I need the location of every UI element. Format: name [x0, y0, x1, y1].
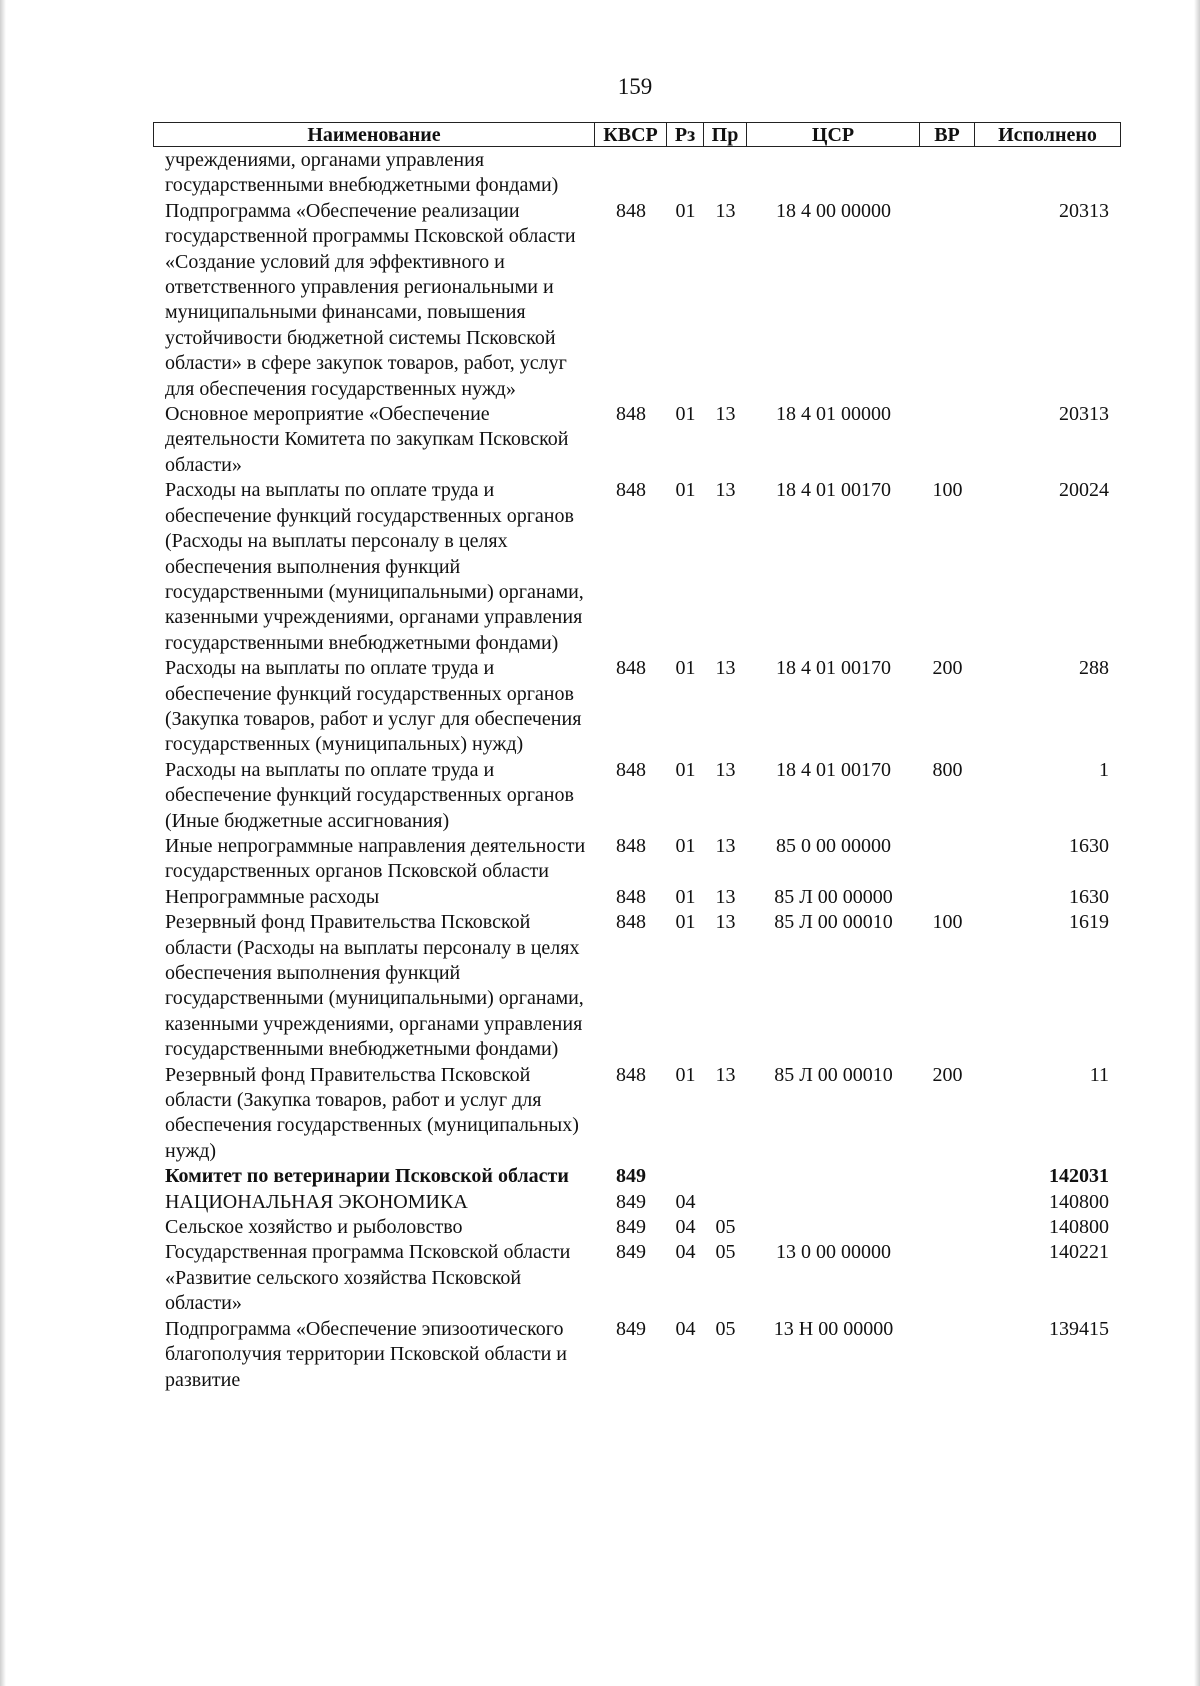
row-pr: 13 — [715, 885, 736, 908]
row-pr: 13 — [715, 479, 736, 502]
row-vr: 200 — [932, 657, 963, 680]
row-kvsr: 848 — [616, 479, 646, 502]
row-executed: 140800 — [1049, 1216, 1109, 1239]
row-executed: 20313 — [1059, 199, 1109, 222]
row-csr: 85 Л 00 00000 — [774, 885, 893, 908]
table-row — [153, 1240, 1121, 1316]
row-csr: 18 4 01 00170 — [776, 657, 891, 680]
row-rz: 01 — [675, 657, 696, 680]
row-name: Подпрограмма «Обеспечение реализации государственной программы Псковской области «Создание условий для эффективного и ответственного управления региональными и муниципальными финансами, повышения устойчивости бюджетной системы Псковской области» в сфере закупок товаров, работ, услуг для обеспечения государственных нужд» — [165, 199, 576, 400]
row-name: Расходы на выплаты по оплате труда и обеспечение функций государственных органов (Иные бюджетные ассигнования) — [165, 758, 574, 832]
row-executed: 20024 — [1059, 479, 1109, 502]
row-pr: 13 — [715, 911, 736, 934]
table-row — [153, 148, 1121, 199]
row-kvsr: 848 — [616, 834, 646, 857]
table-row — [153, 885, 1121, 910]
header-vr: ВР — [920, 122, 975, 147]
row-csr: 85 Л 00 00010 — [774, 911, 893, 934]
row-executed: 1630 — [1069, 834, 1109, 857]
row-rz: 04 — [675, 1241, 696, 1264]
row-kvsr: 848 — [616, 199, 646, 222]
row-vr: 800 — [932, 758, 963, 781]
row-name: Комитет по ветеринарии Псковской области — [165, 1165, 569, 1188]
table-row — [153, 758, 1121, 834]
table-row-committee — [153, 1164, 1121, 1189]
row-executed: 140221 — [1049, 1241, 1109, 1264]
row-pr: 13 — [715, 199, 736, 222]
row-rz: 04 — [675, 1317, 696, 1340]
row-rz: 01 — [675, 479, 696, 502]
header-kvsr: КВСР — [595, 122, 667, 147]
row-kvsr: 849 — [616, 1165, 646, 1188]
row-name: Подпрограмма «Обеспечение эпизоотического благополучия территории Псковской области и развитие — [165, 1317, 568, 1391]
table-header — [153, 122, 1121, 147]
table-row — [153, 402, 1121, 478]
row-kvsr: 849 — [616, 1190, 646, 1213]
row-csr: 13 Н 00 00000 — [773, 1317, 894, 1340]
row-kvsr: 848 — [616, 885, 646, 908]
row-kvsr: 849 — [616, 1216, 646, 1239]
header-pr: Пр — [704, 122, 747, 147]
row-csr: 18 4 01 00170 — [776, 758, 891, 781]
scan-edge-left — [0, 0, 6, 1686]
row-kvsr: 849 — [616, 1317, 646, 1340]
table-row — [153, 1317, 1121, 1393]
table-row — [153, 1215, 1121, 1240]
row-rz: 04 — [675, 1190, 696, 1213]
row-rz: 01 — [675, 403, 696, 426]
row-pr: 13 — [715, 657, 736, 680]
row-csr: 85 0 00 00000 — [776, 834, 891, 857]
row-name: Резервный фонд Правительства Псковской области (Расходы на выплаты персоналу в целях обеспечения выполнения функций государственными (муниципальными) органами, казенными учреждениями, органами управления государственными внебюджетными фондами) — [165, 911, 584, 1061]
row-pr: 05 — [715, 1241, 736, 1264]
row-name: Основное мероприятие «Обеспечение деятельности Комитета по закупкам Псковской области» — [165, 403, 569, 476]
row-pr: 05 — [715, 1216, 736, 1239]
row-kvsr: 848 — [616, 758, 646, 781]
row-pr: 13 — [715, 834, 736, 857]
row-vr: 200 — [932, 1063, 963, 1086]
row-name: Резервный фонд Правительства Псковской области (Закупка товаров, работ и услуг для обеспечения государственных (муниципальных) нужд) — [165, 1063, 579, 1162]
table-row — [153, 1190, 1121, 1215]
row-executed: 140800 — [1049, 1190, 1109, 1213]
row-name: Государственная программа Псковской области «Развитие сельского хозяйства Псковской области» — [165, 1241, 571, 1315]
row-executed: 11 — [1089, 1063, 1109, 1086]
table-row — [153, 1063, 1121, 1165]
row-rz: 01 — [675, 834, 696, 857]
row-kvsr: 848 — [616, 911, 646, 934]
header-executed: Исполнено — [975, 122, 1121, 147]
row-pr: 13 — [715, 403, 736, 426]
row-kvsr: 849 — [616, 1241, 646, 1264]
row-executed: 142031 — [1049, 1165, 1109, 1188]
row-executed: 20313 — [1059, 403, 1109, 426]
row-name: Расходы на выплаты по оплате труда и обеспечение функций государственных органов (Закупка товаров, работ и услуг для обеспечения государственных (муниципальных) нужд) — [165, 657, 582, 756]
row-kvsr: 848 — [616, 403, 646, 426]
row-kvsr: 848 — [616, 1063, 646, 1086]
row-name: Иные непрограммные направления деятельности государственных органов Псковской области — [165, 834, 586, 883]
header-rz: Рз — [667, 122, 704, 147]
row-rz: 01 — [675, 1063, 696, 1086]
row-rz: 01 — [675, 911, 696, 934]
row-executed: 139415 — [1049, 1317, 1109, 1340]
row-rz: 01 — [675, 885, 696, 908]
row-kvsr: 848 — [616, 657, 646, 680]
scan-edge-right — [1194, 0, 1200, 1686]
row-csr: 18 4 01 00170 — [776, 479, 891, 502]
row-csr: 85 Л 00 00010 — [774, 1063, 893, 1086]
row-csr: 18 4 01 00000 — [776, 403, 891, 426]
row-csr: 18 4 00 00000 — [776, 199, 891, 222]
table-row — [153, 910, 1121, 1062]
row-vr: 100 — [932, 911, 963, 934]
row-executed: 1 — [1099, 758, 1109, 781]
row-name: Сельское хозяйство и рыболовство — [165, 1216, 463, 1239]
row-pr: 05 — [715, 1317, 736, 1340]
row-pr: 13 — [715, 758, 736, 781]
row-name: учреждениями, органами управления государственными внебюджетными фондами) — [165, 149, 559, 197]
header-csr: ЦСР — [747, 122, 920, 147]
row-executed: 288 — [1079, 657, 1109, 680]
row-rz: 04 — [675, 1216, 696, 1239]
row-executed: 1619 — [1069, 911, 1109, 934]
header-name: Наименование — [153, 122, 595, 147]
table-row — [153, 834, 1121, 885]
table-row — [153, 199, 1121, 402]
row-vr: 100 — [932, 479, 963, 502]
table-row — [153, 656, 1121, 758]
row-executed: 1630 — [1069, 885, 1109, 908]
page-number: 159 — [617, 74, 653, 99]
row-rz: 01 — [675, 199, 696, 222]
row-name: Расходы на выплаты по оплате труда и обеспечение функций государственных органов (Расходы на выплаты персоналу в целях обеспечения выполнения функций государственными (муниципальными) органами, казенными учреждениями, органами управления государственными внебюджетными фондами) — [165, 479, 584, 654]
row-name: НАЦИОНАЛЬНАЯ ЭКОНОМИКА — [165, 1190, 468, 1213]
row-name: Непрограммные расходы — [165, 885, 380, 908]
row-pr: 13 — [715, 1063, 736, 1086]
row-rz: 01 — [675, 758, 696, 781]
table-body — [153, 148, 1121, 1393]
row-csr: 13 0 00 00000 — [776, 1241, 891, 1264]
table-row — [153, 478, 1121, 656]
